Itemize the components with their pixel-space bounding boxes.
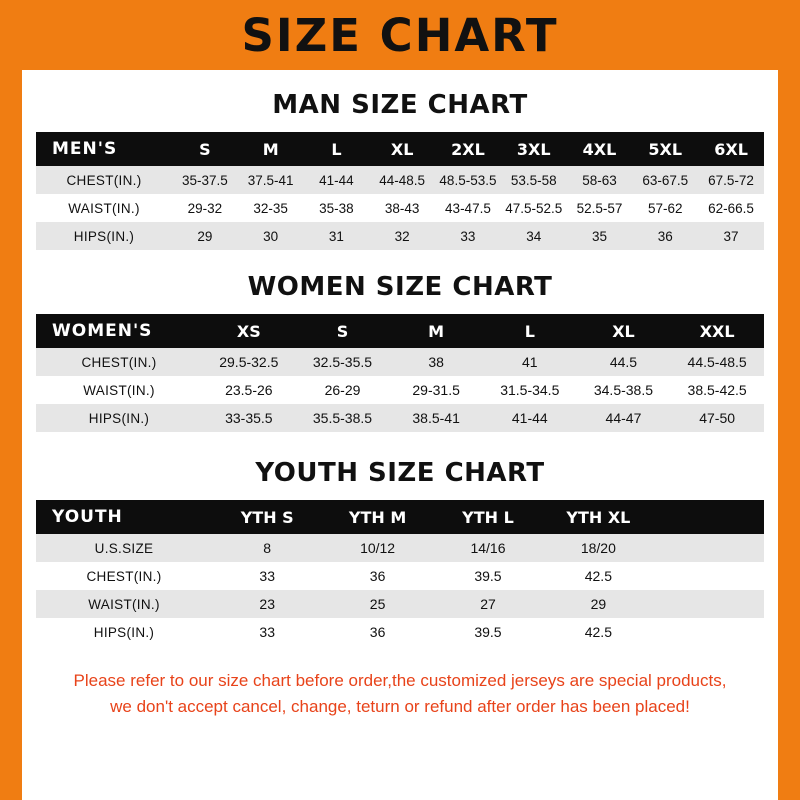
- women-row0-c3: 41: [522, 354, 538, 370]
- men-row0-c3: 44-48.5: [379, 172, 426, 188]
- women-row1-label: WAIST(IN.): [83, 382, 155, 398]
- table-row: [36, 562, 764, 590]
- youth-row2-c0: 23: [259, 596, 275, 612]
- page-title: SIZE CHART: [241, 8, 559, 62]
- men-row2-c0: 29: [197, 228, 213, 244]
- footer-note-line1: Please refer to our size chart before order,the customized jerseys are special products,: [73, 671, 727, 690]
- table-row: [36, 222, 764, 250]
- men-col-1: M: [262, 139, 279, 159]
- banner: [0, 0, 800, 70]
- youth-table-body: [36, 534, 764, 646]
- men-row1-c0: 29-32: [187, 200, 223, 216]
- youth-row1-c3: 42.5: [584, 568, 612, 584]
- youth-row1-c4: [654, 562, 764, 590]
- men-row1-c5: 47.5-52.5: [505, 200, 563, 216]
- youth-row2-c3: 29: [590, 596, 607, 612]
- women-row0-c1: 32.5-35.5: [312, 354, 373, 370]
- youth-row2-label: WAIST(IN.): [88, 596, 160, 612]
- men-row1-c7: 57-62: [647, 200, 683, 216]
- youth-col-0: YTH S: [240, 507, 294, 527]
- youth-table-header: [36, 500, 764, 534]
- youth-row3-c2: 39.5: [474, 624, 502, 640]
- youth-row3-c0: 33: [259, 624, 275, 640]
- women-row1-c1: 26-29: [324, 382, 361, 398]
- men-row0-c5: 53.5-58: [510, 172, 557, 188]
- table-row: [36, 376, 764, 404]
- men-row2-label: HIPS(IN.): [73, 228, 135, 244]
- women-row1-c2: 29-31.5: [412, 382, 460, 398]
- youth-row0-c3: 18/20: [580, 540, 616, 556]
- women-row0-c2: 38: [428, 354, 444, 370]
- men-header-label: MEN'S: [52, 139, 118, 159]
- men-row2-c6: 35: [591, 228, 607, 244]
- youth-size-table: [36, 500, 764, 646]
- youth-row1-c1: 36: [369, 568, 386, 584]
- men-row0-c1: 37.5-41: [247, 172, 294, 188]
- men-col-6: 4XL: [582, 139, 617, 159]
- youth-row2-c4: [654, 590, 764, 618]
- men-row0-c0: 35-37.5: [181, 172, 228, 188]
- women-row0-c0: 29.5-32.5: [219, 354, 279, 370]
- men-row1-c2: 35-38: [319, 200, 354, 216]
- youth-row2-c2: 27: [480, 596, 496, 612]
- women-row1-c3: 31.5-34.5: [500, 382, 560, 398]
- women-header-label: WOMEN'S: [52, 321, 153, 341]
- men-row2-c4: 33: [460, 228, 476, 244]
- men-row0-c7: 63-67.5: [642, 172, 689, 188]
- men-row2-c8: 37: [723, 228, 739, 244]
- men-row1-c8: 62-66.5: [708, 200, 754, 216]
- women-row0-c5: 44.5-48.5: [687, 354, 747, 370]
- youth-row0-c2: 14/16: [470, 540, 506, 556]
- table-header-row: [36, 132, 764, 166]
- women-table-header: [36, 314, 764, 348]
- men-row0-c6: 58-63: [582, 172, 617, 188]
- table-row: [36, 590, 764, 618]
- table-row: [36, 348, 764, 376]
- men-col-2: L: [331, 139, 342, 159]
- women-row0-c4: 44.5: [609, 354, 638, 370]
- men-col-5: 3XL: [516, 139, 551, 159]
- women-col-0: XS: [236, 321, 261, 341]
- youth-row1-label: CHEST(IN.): [86, 568, 162, 584]
- youth-col-4: [654, 500, 764, 534]
- men-col-0: S: [199, 139, 211, 159]
- men-col-4: 2XL: [451, 139, 485, 159]
- women-row2-c5: 47-50: [699, 410, 736, 426]
- table-header-row: [36, 500, 764, 534]
- footer-note: [36, 668, 764, 719]
- women-row2-label: HIPS(IN.): [88, 410, 150, 426]
- women-size-table: [36, 314, 764, 432]
- women-row1-c0: 23.5-26: [225, 382, 273, 398]
- table-row: [36, 534, 764, 562]
- women-row0-label: CHEST(IN.): [81, 354, 157, 370]
- men-size-table: [36, 132, 764, 250]
- youth-row3-label: HIPS(IN.): [93, 624, 155, 640]
- men-row0-c8: 67.5-72: [708, 172, 754, 188]
- youth-row0-c4: [654, 534, 764, 562]
- men-row1-label: WAIST(IN.): [68, 200, 140, 216]
- men-row2-c2: 31: [328, 228, 344, 244]
- women-col-5: XXL: [699, 321, 735, 341]
- section-title-women: WOMEN SIZE CHART: [247, 272, 553, 302]
- men-row2-c1: 30: [263, 228, 279, 244]
- youth-col-2: YTH L: [462, 507, 514, 527]
- youth-row1-c2: 39.5: [474, 568, 502, 584]
- youth-row0-c1: 10/12: [360, 540, 396, 556]
- table-row: [36, 618, 764, 646]
- women-row2-c1: 35.5-38.5: [312, 410, 373, 426]
- men-table-body: [36, 166, 764, 250]
- women-col-1: S: [336, 321, 349, 341]
- table-row: [36, 194, 764, 222]
- youth-col-3: YTH XL: [566, 507, 631, 527]
- content: [22, 90, 778, 719]
- table-header-row: [36, 314, 764, 348]
- men-row1-c4: 43-47.5: [445, 200, 491, 216]
- youth-row0-c0: 8: [263, 540, 272, 556]
- women-col-4: XL: [612, 321, 635, 341]
- men-row0-c2: 41-44: [319, 172, 354, 188]
- youth-row3-c3: 42.5: [584, 624, 612, 640]
- men-row0-label: CHEST(IN.): [66, 172, 142, 188]
- women-row2-c2: 38.5-41: [412, 410, 460, 426]
- men-col-8: 6XL: [714, 139, 748, 159]
- youth-header-label: YOUTH: [52, 507, 123, 527]
- men-row0-c4: 48.5-53.5: [439, 172, 497, 188]
- men-row1-c6: 52.5-57: [576, 200, 623, 216]
- women-col-3: L: [524, 321, 535, 341]
- women-table-body: [36, 348, 764, 432]
- table-row: [36, 166, 764, 194]
- table-row: [36, 404, 764, 432]
- footer-note-line2: we don't accept cancel, change, teturn or refund after order has been placed!: [110, 696, 690, 716]
- section-title-youth: YOUTH SIZE CHART: [255, 458, 545, 488]
- women-row1-c5: 38.5-42.5: [687, 382, 747, 398]
- youth-row0-label: U.S.SIZE: [94, 540, 154, 556]
- men-row1-c1: 32-35: [253, 200, 288, 216]
- youth-row1-c0: 33: [259, 568, 275, 584]
- youth-row3-c4: [654, 618, 764, 646]
- youth-col-1: YTH M: [348, 507, 407, 527]
- youth-row2-c1: 25: [369, 596, 386, 612]
- men-row2-c3: 32: [394, 228, 410, 244]
- women-row1-c4: 34.5-38.5: [593, 382, 654, 398]
- men-row2-c7: 36: [657, 228, 673, 244]
- men-row1-c3: 38-43: [384, 200, 420, 216]
- youth-row3-c1: 36: [369, 624, 386, 640]
- women-row2-c3: 41-44: [511, 410, 548, 426]
- section-title-man: MAN SIZE CHART: [272, 90, 528, 120]
- men-row2-c5: 34: [526, 228, 542, 244]
- women-row2-c4: 44-47: [605, 410, 642, 426]
- men-col-7: 5XL: [648, 139, 683, 159]
- men-table-header: [36, 132, 764, 166]
- women-col-2: M: [428, 321, 445, 341]
- men-col-3: XL: [390, 139, 414, 159]
- women-row2-c0: 33-35.5: [225, 410, 273, 426]
